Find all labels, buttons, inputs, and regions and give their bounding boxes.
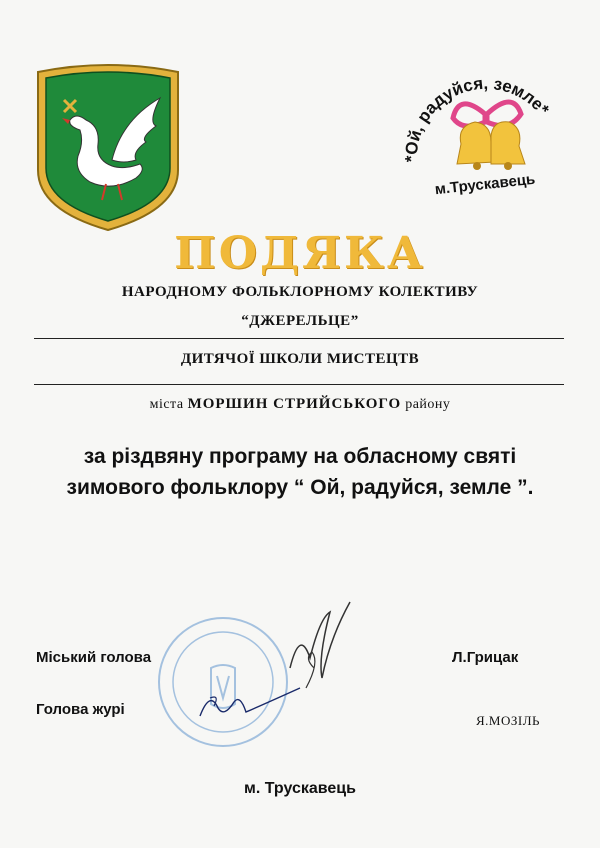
coat-of-arms-emblem <box>28 60 188 235</box>
body-line-2: зимового фольклору “ Ой, радуйся, земле ”. <box>66 476 534 499</box>
mayor-name: Л.Грицак <box>452 649 519 666</box>
jury-label: Голова журі <box>36 701 125 718</box>
mayor-label: Міський голова <box>36 649 152 666</box>
recipient-line-1: НАРОДНОМУ ФОЛЬКЛОРНОМУ КОЛЕКТИВУ <box>121 284 479 300</box>
recipient-line-4 <box>30 396 570 413</box>
recipient-line-4-prefix: міста <box>149 397 184 412</box>
jury-name: Я.МОЗІЛЬ <box>476 713 540 728</box>
document-title: ПОДЯКА <box>174 228 426 279</box>
recipient-line-4-city: МОРШИН СТРИЙСЬКОГО <box>187 396 402 412</box>
body-text <box>20 441 580 503</box>
logo-city-text: м.Трускавець <box>433 170 537 199</box>
handwritten-signature <box>180 598 380 748</box>
divider-line <box>34 384 564 385</box>
divider-line <box>34 338 564 339</box>
footer-city: м. Трускавець <box>244 780 356 797</box>
recipient-line-3: ДИТЯЧОЇ ШКОЛИ МИСТЕЦТВ <box>180 351 420 367</box>
logo-arc-text: *Ой, радуйся, земле* <box>401 73 553 163</box>
body-line-1: за різдвяну програму на обласному святі <box>83 445 517 468</box>
festival-logo <box>395 52 575 232</box>
recipient-line-4-suffix: району <box>405 397 451 412</box>
recipient-line-2: “ДЖЕРЕЛЬЦЕ” <box>241 313 359 329</box>
